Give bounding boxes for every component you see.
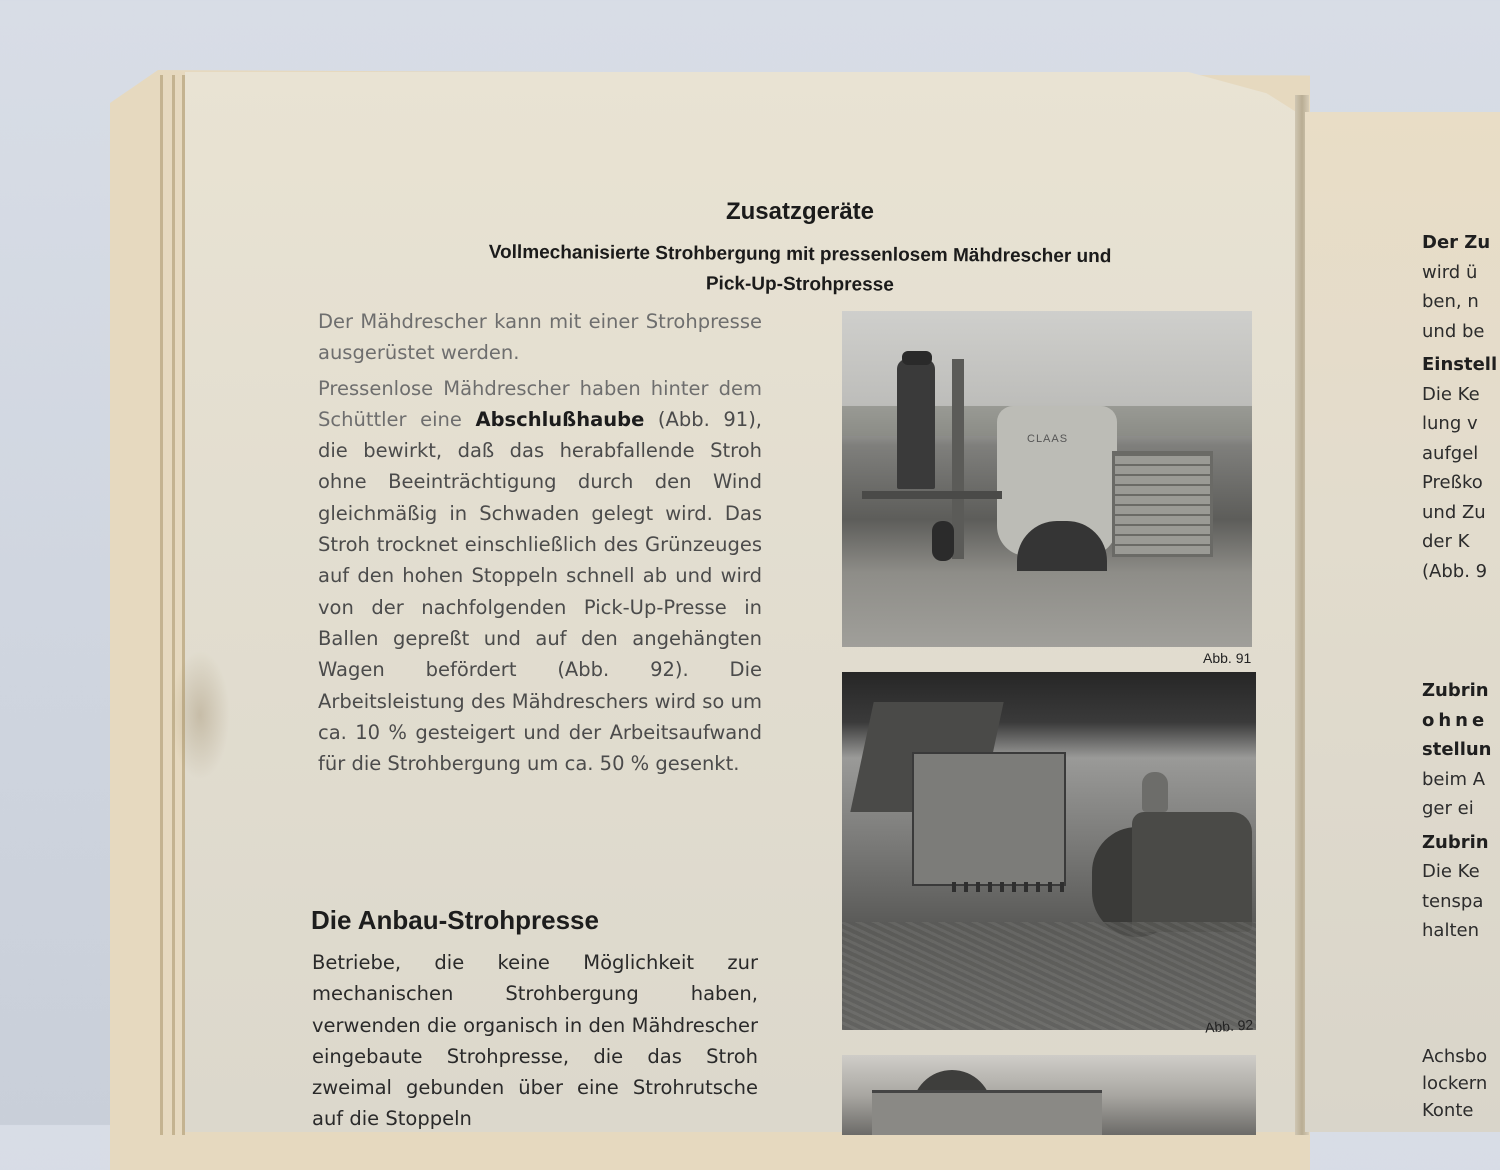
right-line: der K bbox=[1422, 531, 1470, 552]
operator-figure bbox=[897, 359, 935, 489]
figure-92-photo bbox=[842, 672, 1256, 1030]
figure-91-caption: Abb. 91 bbox=[1203, 650, 1252, 666]
page-title: Zusatzgeräte bbox=[725, 198, 875, 225]
right-heading: Der Zu bbox=[1422, 232, 1491, 253]
section-heading: Die Anbau-Strohpresse bbox=[311, 905, 599, 935]
straw-field bbox=[842, 922, 1256, 1030]
right-line: ger ei bbox=[1422, 798, 1474, 819]
right-heading: Zubrin bbox=[1422, 680, 1489, 701]
machine-frame bbox=[872, 1090, 1102, 1135]
right-line: Achsbo bbox=[1422, 1046, 1488, 1067]
pickup-press bbox=[912, 752, 1066, 886]
paragraph-main-body: (Abb. 91), die bewirkt, daß das herabfallende Stroh ohne Beeinträchtigung durch den Wind gleichmäßig in Schwaden gelegt wird. Das Stroh trocknet einschließlich des Grünzeuges auf den hohen Stoppeln schnell ab und wird von der nachfolgenden Pick-Up-Presse in Ballen gepreßt und auf den angehängten Wagen befördert (Abb. 92). Die Arbeitsleistung des Mähdreschers wird so um ca. 10 % gesteigert und der Arbeitsaufwand für die Strohbergung um ca. 50 % gesenkt. bbox=[318, 407, 762, 776]
right-line: tenspa bbox=[1422, 890, 1484, 912]
paragraph-main-lead: Pressenlose Mähdrescher haben hinter dem Schüttler eine bbox=[318, 376, 762, 431]
water-stain bbox=[170, 650, 230, 780]
right-line-emphasis: ohne bbox=[1422, 709, 1489, 731]
right-line: wird ü bbox=[1422, 261, 1478, 283]
term-abschlusshaube: Abschlußhaube bbox=[475, 407, 645, 431]
right-line: aufgel bbox=[1422, 442, 1479, 464]
right-line: und be bbox=[1422, 320, 1485, 342]
wagon bbox=[1112, 451, 1213, 557]
subtitle-line-2: Pick-Up-Strohpresse bbox=[705, 273, 894, 296]
claas-label: CLAAS bbox=[1027, 433, 1069, 445]
tractor-driver bbox=[1142, 772, 1168, 812]
paragraph-main bbox=[318, 373, 762, 780]
right-heading: Einstell bbox=[1422, 354, 1498, 375]
right-heading: Zubrin bbox=[1422, 831, 1489, 853]
right-line: Die Ke bbox=[1422, 861, 1480, 882]
page-edge bbox=[160, 75, 163, 1135]
right-page-text-block-1 bbox=[1422, 228, 1500, 586]
paragraph-intro: Der Mähdrescher kann mit einer Strohpresse ausgerüstet werden. bbox=[318, 310, 762, 365]
right-line: lockern bbox=[1422, 1073, 1488, 1094]
page-edge bbox=[182, 75, 185, 1135]
right-line: beim A bbox=[1422, 768, 1486, 790]
right-line: halten bbox=[1422, 920, 1479, 941]
right-line: Konte bbox=[1422, 1100, 1474, 1121]
right-line: ben, n bbox=[1422, 291, 1479, 312]
right-line: Die Ke bbox=[1422, 383, 1480, 405]
subtitle-line-1: Vollmechanisierte Strohbergung mit pressenlosem Mähdrescher und bbox=[488, 241, 1112, 268]
right-line: und Zu bbox=[1422, 501, 1486, 523]
right-page-text-block-3 bbox=[1422, 1043, 1500, 1124]
right-line: Preßko bbox=[1422, 472, 1483, 493]
figure-93-photo bbox=[842, 1055, 1256, 1135]
figure-91-photo bbox=[842, 311, 1252, 647]
operator-hat bbox=[902, 351, 932, 365]
right-line-emphasis: stellun bbox=[1422, 739, 1492, 760]
right-line: lung v bbox=[1422, 413, 1478, 434]
body-text-column bbox=[318, 306, 762, 783]
tractor-body bbox=[1132, 812, 1252, 932]
right-page-text-block-2 bbox=[1422, 676, 1500, 946]
platform bbox=[862, 491, 1002, 499]
page-subtitle bbox=[380, 237, 1220, 303]
right-line: (Abb. 9 bbox=[1422, 560, 1488, 582]
figure-92-caption: Abb. 92 bbox=[1204, 1016, 1254, 1036]
page-edge bbox=[172, 75, 175, 1135]
section-text bbox=[312, 947, 758, 1139]
wheel bbox=[932, 521, 954, 561]
pickup-tines bbox=[952, 882, 1067, 892]
section-paragraph: Betriebe, die keine Möglichkeit zur mechanischen Strohbergung haben, verwenden die organisch in den Mähdrescher eingebaute Strohpresse, die das Stroh zweimal gebunden über eine Strohrutsche auf die Stoppeln bbox=[312, 951, 758, 1131]
